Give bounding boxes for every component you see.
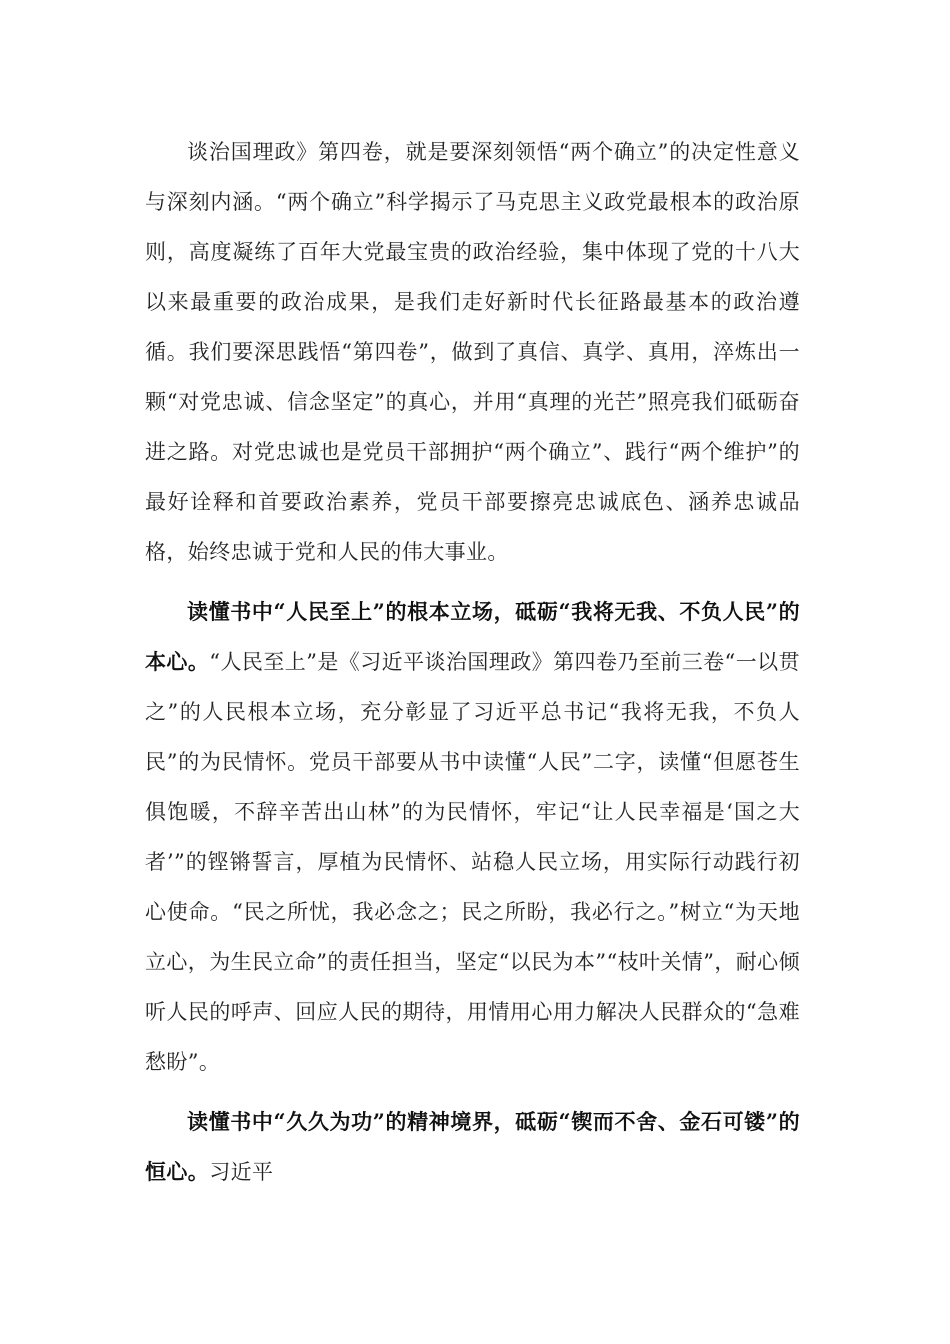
paragraph-1 xyxy=(145,127,800,577)
paragraph-2-body: “人民至上”是《习近平谈治国理政》第四卷乃至前三卷“一以贯之”的人民根本立场，充分彰显了习近平总书记“我将无我，不负人民”的为民情怀。党员干部要从书中读懂“人民”二字，读懂“但愿苍生俱饱暖，不辞辛苦出山林”的为民情怀，牢记“让人民幸福是‘国之大者’”的铿锵誓言，厚植为民情怀、站稳人民立场，用实际行动践行初心使命。“民之所忧，我必念之；民之所盼，我必行之。”树立“为天地立心，为生民立命”的责任担当，坚定“以民为本”“枝叶关情”，耐心倾听人民的呼声、回应人民的期待，用情用心用力解决人民群众的“急难愁盼”。 xyxy=(145,650,800,1074)
paragraph-3 xyxy=(145,1097,800,1197)
paragraph-2 xyxy=(145,587,800,1087)
paragraph-1-body: 谈治国理政》第四卷，就是要深刻领悟“两个确立”的决定性意义与深刻内涵。“两个确立”科学揭示了马克思主义政党最根本的政治原则，高度凝练了百年大党最宝贵的政治经验，集中体现了党的十八大以来最重要的政治成果，是我们走好新时代长征路最基本的政治遵循。我们要深思践悟“第四卷”，做到了真信、真学、真用，淬炼出一颗“对党忠诚、信念坚定”的真心，并用“真理的光芒”照亮我们砥砺奋进之路。对党忠诚也是党员干部拥护“两个确立”、践行“两个维护”的最好诠释和首要政治素养，党员干部要擦亮忠诚底色、涵养忠诚品格，始终忠诚于党和人民的伟大事业。 xyxy=(145,140,800,564)
paragraph-2-heading: 读懂书中“人民至上”的根本立场，砥砺“我将无我、不负人民”的本心。 xyxy=(145,599,800,674)
paragraph-3-body: 习近平 xyxy=(209,1160,274,1184)
paragraph-3-heading: 读懂书中“久久为功”的精神境界，砥砺“锲而不舍、金石可镂”的恒心。 xyxy=(145,1109,800,1184)
document-body xyxy=(145,127,800,1197)
